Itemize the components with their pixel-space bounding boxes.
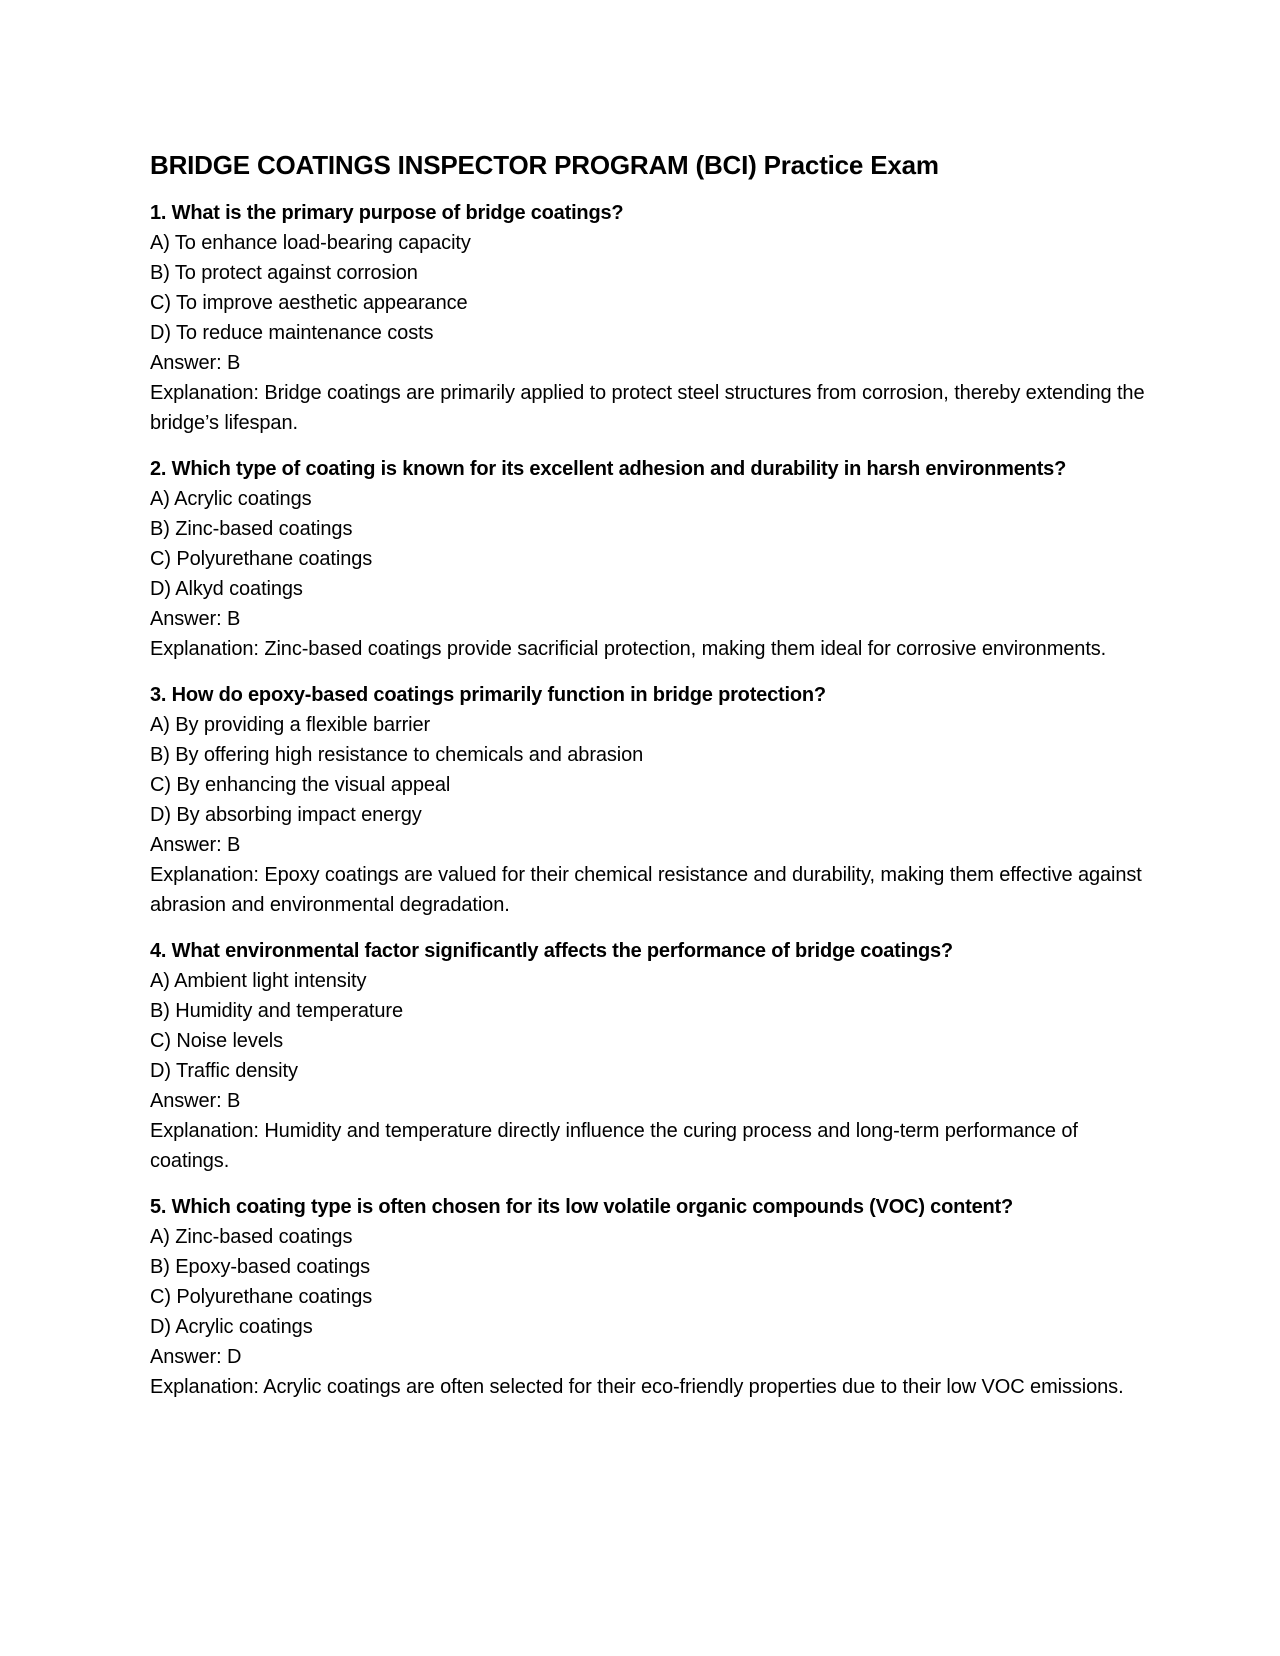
question-text: 3. How do epoxy-based coatings primarily function in bridge protection? [150, 684, 826, 706]
explanation-text: Explanation: Bridge coatings are primarily applied to protect steel structures from corrosion, thereby extending the bridge’s lifespan. [150, 382, 1145, 434]
option-c: C) Polyurethane coatings [150, 1286, 373, 1308]
question-1 [150, 198, 1150, 438]
answer-text: Answer: B [150, 352, 241, 374]
option-c: C) Polyurethane coatings [150, 548, 373, 570]
answer-text: Answer: D [150, 1346, 242, 1368]
option-c: C) By enhancing the visual appeal [150, 774, 451, 796]
explanation-text: Explanation: Zinc-based coatings provide sacrificial protection, making them ideal for corrosive environments. [150, 638, 1107, 660]
option-d: D) To reduce maintenance costs [150, 322, 434, 344]
question-text: 5. Which coating type is often chosen for its low volatile organic compounds (VOC) content? [150, 1196, 1013, 1218]
question-text: 2. Which type of coating is known for its excellent adhesion and durability in harsh environments? [150, 458, 1067, 480]
option-a: A) By providing a flexible barrier [150, 714, 431, 736]
question-5 [150, 1192, 1150, 1402]
answer-text: Answer: B [150, 608, 241, 630]
option-b: B) By offering high resistance to chemicals and abrasion [150, 744, 644, 766]
option-b: B) Humidity and temperature [150, 1000, 403, 1022]
answer-text: Answer: B [150, 1090, 241, 1112]
answer-text: Answer: B [150, 834, 241, 856]
explanation-text: Explanation: Humidity and temperature directly influence the curing process and long-term performance of coatings. [150, 1120, 1078, 1172]
option-b: B) Epoxy-based coatings [150, 1256, 371, 1278]
option-a: A) Zinc-based coatings [150, 1226, 353, 1248]
question-4 [150, 936, 1150, 1176]
option-b: B) To protect against corrosion [150, 262, 418, 284]
option-d: D) Alkyd coatings [150, 578, 303, 600]
option-c: C) To improve aesthetic appearance [150, 292, 468, 314]
question-text: 4. What environmental factor significantly affects the performance of bridge coatings? [150, 940, 953, 962]
option-a: A) Ambient light intensity [150, 970, 367, 992]
option-b: B) Zinc-based coatings [150, 518, 353, 540]
page-title: BRIDGE COATINGS INSPECTOR PROGRAM (BCI) Practice Exam [150, 150, 939, 180]
question-2 [150, 454, 1150, 664]
question-text: 1. What is the primary purpose of bridge coatings? [150, 202, 624, 224]
option-a: A) To enhance load-bearing capacity [150, 232, 471, 254]
question-3 [150, 680, 1150, 920]
option-c: C) Noise levels [150, 1030, 283, 1052]
option-d: D) Traffic density [150, 1060, 298, 1082]
document-page [150, 148, 1150, 1418]
option-d: D) By absorbing impact energy [150, 804, 422, 826]
option-d: D) Acrylic coatings [150, 1316, 313, 1338]
explanation-text: Explanation: Acrylic coatings are often selected for their eco-friendly properties due to their low VOC emissions. [150, 1376, 1124, 1398]
explanation-text: Explanation: Epoxy coatings are valued for their chemical resistance and durability, making them effective against abrasion and environmental degradation. [150, 864, 1142, 916]
option-a: A) Acrylic coatings [150, 488, 312, 510]
